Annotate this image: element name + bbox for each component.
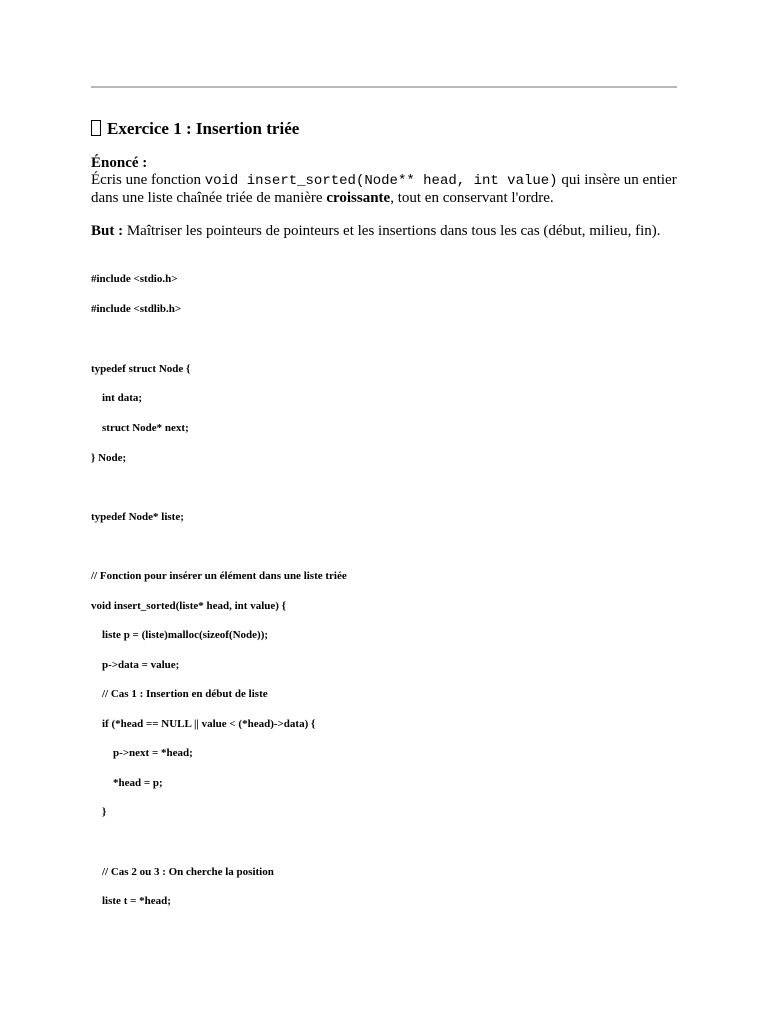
goal-paragraph xyxy=(91,223,677,240)
exercise-title xyxy=(91,117,299,141)
goal-label: But : xyxy=(91,223,124,239)
statement-paragraph: Écris une fonction void insert_sorted(Node** head, int value) qui insère un entier dans une liste chaînée triée de manière croissante, tout en conservant l'ordre. xyxy=(91,172,677,206)
horizontal-rule xyxy=(91,86,677,88)
code-line: typedef Node* liste; xyxy=(91,511,184,523)
code-line: } xyxy=(91,806,107,818)
goal-text: Maîtriser les pointeurs de pointeurs et les insertions dans tous les cas (début, milieu, fin). xyxy=(123,223,661,239)
code-line: *head = p; xyxy=(91,777,163,789)
code-line: } Node; xyxy=(91,452,127,464)
function-signature: void insert_sorted(Node** head, int value) xyxy=(204,173,558,189)
emphasis-word: croissante xyxy=(326,190,391,206)
code-line: p->data = value; xyxy=(91,659,180,671)
code-line: struct Node* next; xyxy=(91,422,189,434)
code-line: liste t = *head; xyxy=(91,895,171,907)
statement-label: Énoncé : xyxy=(91,155,148,171)
code-line: int data; xyxy=(91,392,143,404)
code-line: typedef struct Node { xyxy=(91,363,191,375)
box-icon xyxy=(91,120,101,136)
code-line: liste p = (liste)malloc(sizeof(Node)); xyxy=(91,629,269,641)
code-line: #include <stdio.h> xyxy=(91,273,178,285)
code-comment: // Cas 1 : Insertion en début de liste xyxy=(91,688,268,700)
code-line: void insert_sorted(liste* head, int value) { xyxy=(91,600,286,612)
exercise-title-text: Exercice 1 : Insertion triée xyxy=(107,119,300,138)
code-comment: // Fonction pour insérer un élément dans une liste triée xyxy=(91,570,347,582)
code-line: p->next = *head; xyxy=(91,747,193,759)
code-line: #include <stdlib.h> xyxy=(91,303,182,315)
code-comment: // Cas 2 ou 3 : On cherche la position xyxy=(91,866,274,878)
code-line: if (*head == NULL || value < (*head)->data) { xyxy=(91,718,316,730)
